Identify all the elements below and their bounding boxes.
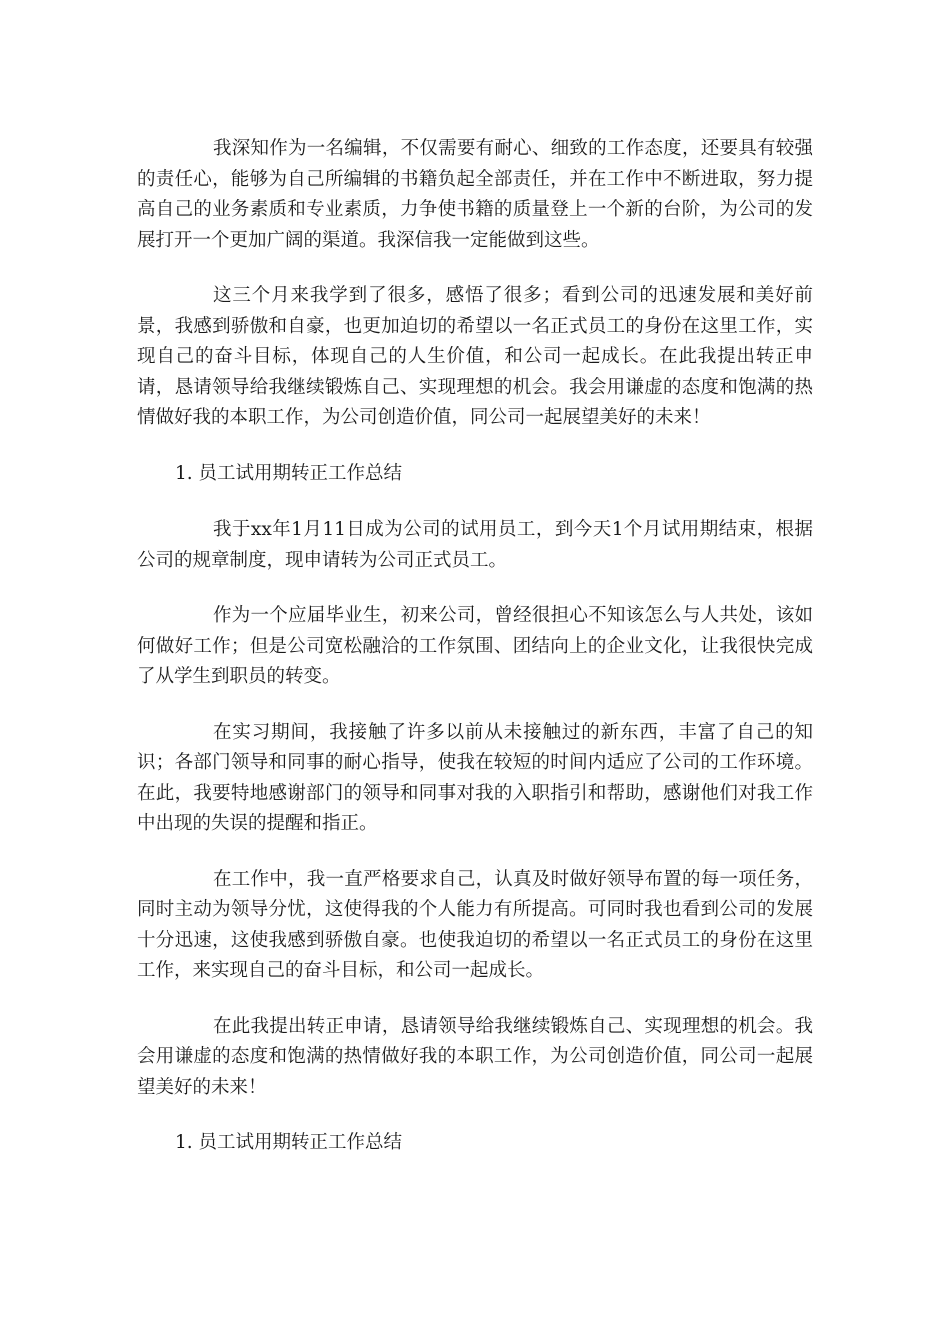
paragraph-three-months-reflection: 这三个月来我学到了很多，感悟了很多；看到公司的迅速发展和美好前景，我感到骄傲和自豪，也更加迫切的希望以一名正式员工的身份在这里工作，实现自己的奋斗目标，体现自己的人生价值，和公司一起成长。在此我提出转正申请，恳请领导给我继续锻炼自己、实现理想的机会。我会用谦虚的态度和饱满的热情做好我的本职工作，为公司创造价值，同公司一起展望美好的未来！ [137, 285, 813, 428]
paragraph-work-attitude: 在工作中，我一直严格要求自己，认真及时做好领导布置的每一项任务，同时主动为领导分忧，这使得我的个人能力有所提高。可同时我也看到公司的发展十分迅速，这使我感到骄傲自豪。也使我迫切的希望以一名正式员工的身份在这里工作，来实现自己的奋斗目标，和公司一起成长。 [137, 868, 813, 981]
paragraph-internship-thanks: 在实习期间，我接触了许多以前从未接触过的新东西，丰富了自己的知识；各部门领导和同事的耐心指导，使我在较短的时间内适应了公司的工作环境。在此，我要特地感谢部门的领导和同事对我的入职指引和帮助，感谢他们对我工作中出现的失误的提醒和指正。 [137, 721, 813, 834]
paragraph-graduate-transition: 作为一个应届毕业生，初来公司，曾经很担心不知该怎么与人共处，该如何做好工作；但是公司宽松融洽的工作氛围、团结向上的企业文化，让我很快完成了从学生到职员的转变。 [137, 605, 813, 687]
paragraph-editor-commitment: 我深知作为一名编辑，不仅需要有耐心、细致的工作态度，还要具有较强的责任心，能够为自己所编辑的书籍负起全部责任，并在工作中不断进取，努力提高自己的业务素质和专业素质，力争使书籍的质量登上一个新的台阶，为公司的发展打开一个更加广阔的渠道。我深信我一定能做到这些。 [137, 138, 813, 251]
section-heading: 1. 员工试用期转正工作总结 [175, 462, 403, 484]
paragraph-probation-dates: 我于xx年1月11日成为公司的试用员工，到今天1个月试用期结束，根据公司的规章制度，现申请转为公司正式员工。 [137, 519, 813, 571]
document-body [137, 134, 813, 1185]
paragraph-application: 在此我提出转正申请，恳请领导给我继续锻炼自己、实现理想的机会。我会用谦虚的态度和饱满的热情做好我的本职工作，为公司创造价值，同公司一起展望美好的未来！ [137, 1015, 813, 1098]
section-heading: 1. 员工试用期转正工作总结 [175, 1132, 403, 1153]
